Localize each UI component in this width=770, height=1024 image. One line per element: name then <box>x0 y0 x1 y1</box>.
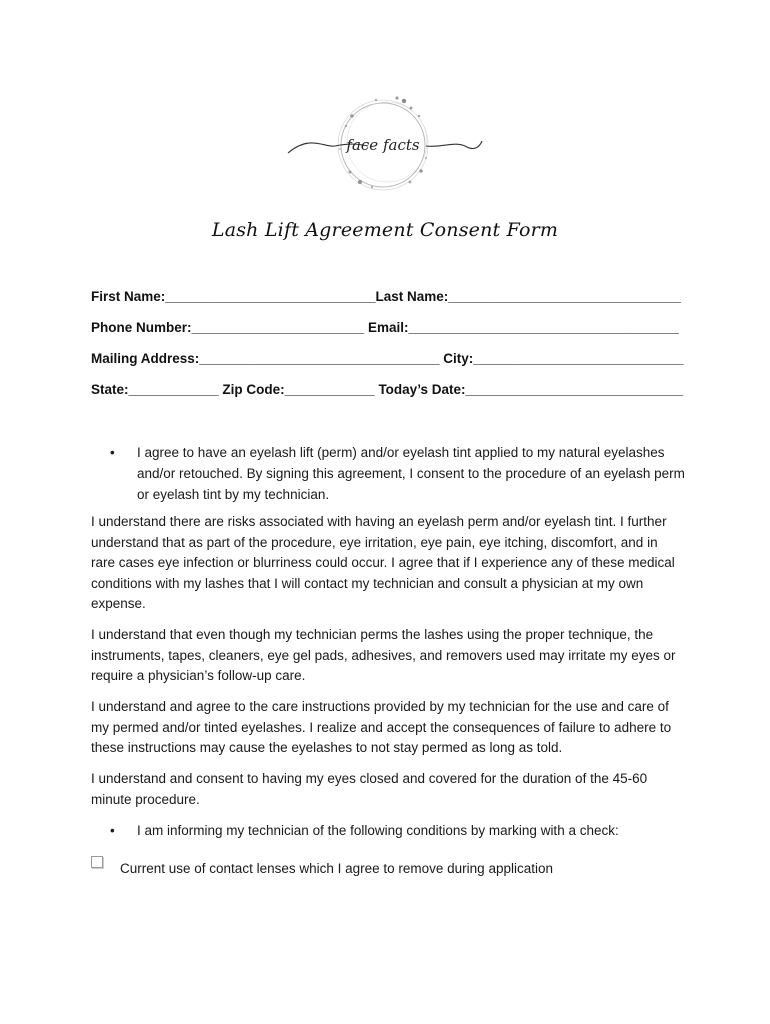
state-date-fields-row[interactable]: State:____________ Zip Code:____________ Today’s Date:_____________________________ <box>91 382 684 397</box>
informing-bullet <box>110 820 690 842</box>
contact-fields-row[interactable]: Phone Number:_______________________ Email:____________________________________ <box>91 320 679 335</box>
face-facts-logo <box>280 86 490 204</box>
address-fields-row[interactable]: Mailing Address:________________________________ City:____________________________ <box>91 351 684 366</box>
agreement-bullet <box>110 442 690 506</box>
contact-lenses-checkbox[interactable] <box>91 856 103 868</box>
care-paragraph: I understand and agree to the care instructions provided by my technician for the use and care of my permed and/or tinted eyelashes. I realize and accept the consequences of failure to adhere to these instructions may cause the eyelashes to not stay permed as long as told. <box>91 699 672 756</box>
risks-paragraph: I understand there are risks associated with having an eyelash perm and/or eyelash tint. I further understand that as part of the procedure, eye irritation, eye pain, eye itching, discomfort, and in rare cases eye infection or blurriness could occur. I agree that if I experience any of these medical conditions with my lashes that I will contact my technician and consult a physician at my own expense. <box>91 514 675 612</box>
form-title: Lash Lift Agreement Consent Form <box>211 219 559 241</box>
informing-text: I am informing my technician of the following conditions by marking with a check: <box>137 823 619 838</box>
bullet-marker: • <box>110 823 115 838</box>
technique-paragraph: I understand that even though my technician perms the lashes using the proper technique, the instruments, tapes, cleaners, eye gel pads, adhesives, and removers used may irritate my eyes or require a physician’s follow-up care. <box>91 627 676 684</box>
contact-lenses-label: Current use of contact lenses which I agree to remove during application <box>120 861 553 876</box>
logo-text: face facts <box>346 136 420 154</box>
bullet-marker: • <box>110 445 115 460</box>
contact-lenses-condition <box>91 856 691 882</box>
agreement-text: I agree to have an eyelash lift (perm) and/or eyelash tint applied to my natural eyelashes and/or retouched. By signing this agreement, I consent to the procedure of an eyelash perm or eyelash tint by my technician. <box>137 445 685 502</box>
eyes-closed-paragraph: I understand and consent to having my eyes closed and covered for the duration of the 45-60 minute procedure. <box>91 771 648 807</box>
name-fields-row[interactable]: First Name:____________________________Last Name:_______________________________ <box>91 289 682 304</box>
